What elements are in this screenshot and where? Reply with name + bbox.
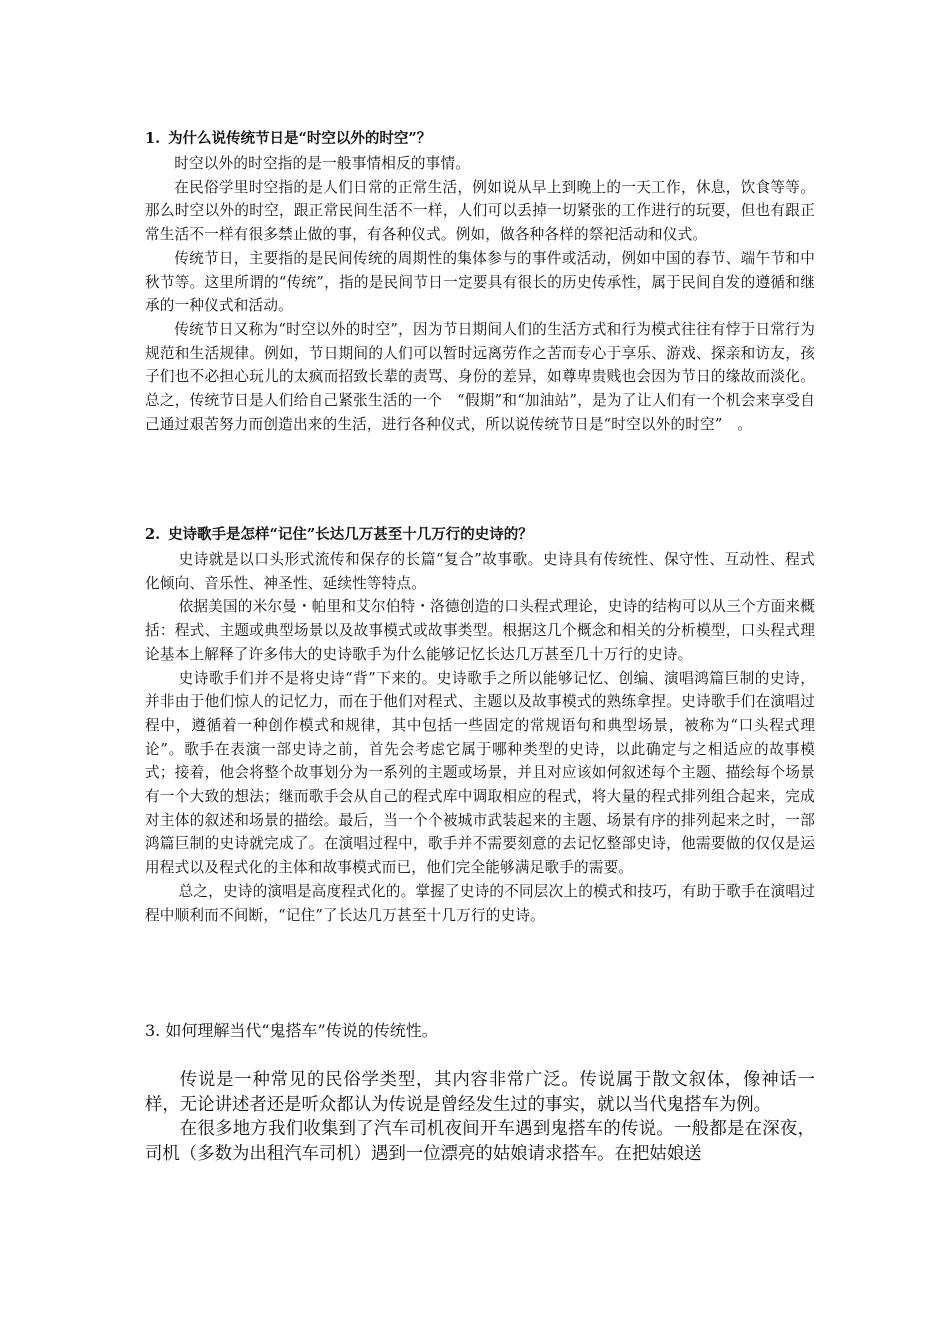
- section-1-paragraph-4: 传统节日又称为“时空以外的时空”，因为节日期间人们的生活方式和行为模式往往有悖于日常行为规范和生活规律。例如，节日期间的人们可以暂时远离劳作之苦而专心于享乐、游戏、探亲和访友，孩子们也不必担心玩儿的太疯而招致长辈的责骂、身份的差异，如尊卑贵贱也会因为节日的缘故而淡化。总之，传统节日是人们给自己紧张生活的一个 “假期”和“加油站”，是为了让人们有一个机会来享受自己通过艰苦努力而创造出来的生活，进行各种仪式，所以说传统节日是“时空以外的时空” 。: [145, 320, 815, 433]
- section-3: [145, 1020, 815, 1166]
- section-2-paragraph-3: 史诗歌手们并不是将史诗“背”下来的。史诗歌手之所以能够记忆、创编、演唱鸿篇巨制的史诗，并非由于他们惊人的记忆力，而在于他们对程式、主题以及故事模式的熟练拿捏。史诗歌手们在演唱过程中，遵循着一种创作模式和规律，其中包括一些固定的常规语句和典型场景，被称为“口头程式理论”。歌手在表演一部史诗之前，首先会考虑它属于哪种类型的史诗，以此确定与之相适应的故事模式；接着，他会将整个故事划分为一系列的主题或场景，并且对应该如何叙述每个主题、描绘每个场景有一个大致的想法；继而歌手会从自己的程式库中调取相应的程式，将大量的程式排列组合起来，完成对主体的叙述和场景的描绘。最后，当一个个被城市武装起来的主题、场景有序的排列起来之时，一部鸿篇巨制的史诗就完成了。在演唱过程中，歌手并不需要刻意的去记忆整部史诗，他需要做的仅仅是运用程式以及程式化的主体和故事模式而已，他们完全能够满足歌手的需要。: [145, 669, 815, 877]
- section-2-heading: [145, 524, 815, 546]
- section-1-number: 1.: [145, 130, 161, 147]
- section-1: [145, 128, 815, 436]
- section-2-paragraph-4: 总之，史诗的演唱是高度程式化的。掌握了史诗的不同层次上的模式和技巧，有助于歌手在演唱过程中顺利而不间断，“记住”了长达几万甚至十几万行的史诗。: [145, 882, 815, 924]
- section-1-paragraph-1: 时空以外的时空指的是一般事情相反的事情。: [174, 155, 471, 172]
- section-1-paragraph-3: 传统节日，主要指的是民间传统的周期性的集体参与的事件或活动，例如中国的春节、端午节和中秋节等。这里所谓的“传统”，指的是民间节日一定要具有很长的历史传承性，属于民间自发的遵循和继承的一种仪式和活动。: [145, 249, 815, 315]
- section-1-title: 为什么说传统节日是“时空以外的时空”？: [168, 130, 432, 147]
- section-1-heading: [145, 128, 815, 150]
- section-2-paragraph-2: 依据美国的米尔曼・帕里和艾尔伯特・洛德创造的口头程式理论，史诗的结构可以从三个方面来概括：程式、主题或典型场景以及故事模式或故事类型。根据这几个概念和相关的分析模型，口头程式理论基本上解释了许多伟大的史诗歌手为什么能够记忆长达几万甚至几十万行的史诗。: [145, 598, 815, 663]
- section-2: [145, 524, 815, 927]
- section-1-paragraph-2: 在民俗学里时空指的是人们日常的正常生活，例如说从早上到晚上的一天工作，休息，饮食等等。那么时空以外的时空，跟正常民间生活不一样，人们可以丢掉一切紧张的工作进行的玩要，但也有跟正常生活不一样有很多禁止做的事，有各种仪式。例如，做各种各样的祭祀活动和仪式。: [145, 178, 815, 244]
- section-3-paragraph-1: 传说是一种常见的民俗学类型，其内容非常广泛。传说属于散文叙体，像神话一样，无论讲述者还是听众都认为传说是曾经发生过的事实，就以当代鬼搭车为例。: [145, 1070, 815, 1115]
- section-2-number: 2.: [145, 526, 161, 543]
- section-2-paragraph-1: 史诗就是以口头形式流传和保存的长篇“复合”故事歌。史诗具有传统性、保守性、互动性、程式化倾向、音乐性、神圣性、延续性等特点。: [145, 551, 815, 592]
- section-3-heading: 3. 如何理解当代“鬼搭车”传说的传统性。: [145, 1021, 438, 1040]
- section-2-title: 史诗歌手是怎样“记住”长达几万甚至十几万行的史诗的？: [168, 526, 533, 543]
- section-3-paragraph-2: 在很多地方我们收集到了汽车司机夜间开车遇到鬼搭车的传说。一般都是在深夜，司机（多数为出租汽车司机）遇到一位漂亮的姑娘请求搭车。在把姑娘送: [145, 1119, 815, 1164]
